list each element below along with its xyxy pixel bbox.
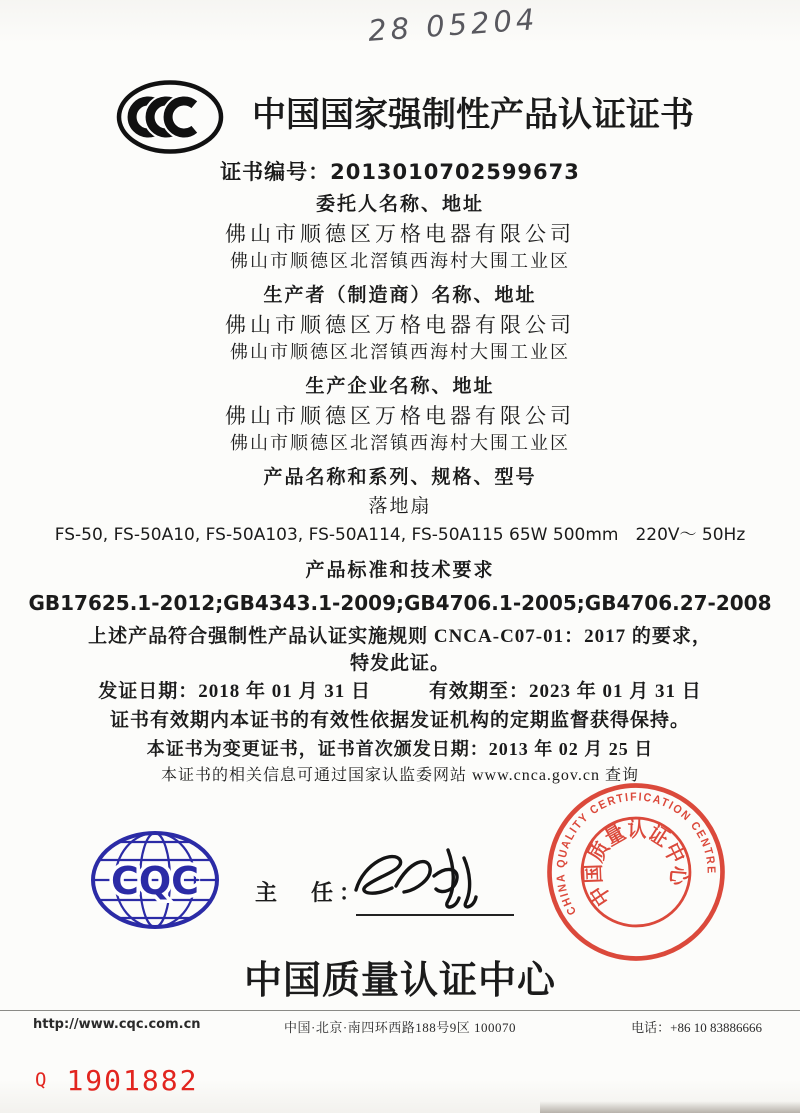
- cqc-logo-text: CQC: [110, 859, 200, 903]
- ccc-mark-icon: [114, 78, 226, 156]
- valid-until-date: 有效期至：2023 年 01 月 31 日: [429, 681, 702, 702]
- director-label: 主 任：: [255, 880, 368, 905]
- issue-date: 发证日期：2018 年 01 月 31 日: [98, 681, 371, 702]
- factory-name: 佛山市顺德区万格电器有限公司: [225, 404, 575, 428]
- compliance-statement-line1: 上述产品符合强制性产品认证实施规则 CNCA-C07-01：2017 的要求，: [88, 626, 712, 647]
- factory-heading: 生产企业名称、地址: [305, 376, 495, 397]
- product-name: 落地扇: [368, 496, 432, 517]
- director-signature: [348, 844, 523, 914]
- product-models: FS-50, FS-50A10, FS-50A103, FS-50A114, FS-50A115 65W 500mm 220V～ 50Hz: [54, 525, 746, 545]
- compliance-statement-line2: 特发此证。: [349, 653, 450, 674]
- issuer-name: 中国质量认证中心: [243, 960, 556, 1002]
- signature-underline: [356, 914, 514, 916]
- factory-address: 佛山市顺德区北滘镇西海村大围工业区: [230, 433, 570, 453]
- standards-list: GB17625.1-2012;GB4343.1-2009;GB4706.1-2005;GB4706.27-2008: [28, 591, 772, 615]
- certificate-number: 证书编号：2013010702599673: [220, 160, 580, 184]
- manufacturer-heading: 生产者（制造商）名称、地址: [263, 285, 537, 306]
- svg-text:CHINA QUALITY CERTIFICATION CE: [543, 779, 722, 918]
- manufacturer-address: 佛山市顺德区北滘镇西海村大围工业区: [230, 342, 570, 362]
- product-heading: 产品名称和系列、规格、型号: [263, 467, 537, 488]
- cqc-globe-icon: [89, 829, 221, 931]
- applicant-name: 佛山市顺德区万格电器有限公司: [225, 222, 575, 246]
- stamp-outer-text: CHINA QUALITY CERTIFICATION CENTRE: [554, 790, 718, 918]
- validity-note: 证书有效期内本证书的有效性依据发证机构的定期监督获得保持。: [109, 710, 690, 731]
- footer-address: 中国·北京·南四环西路188号9区 100070: [284, 1020, 516, 1035]
- standards-heading: 产品标准和技术要求: [305, 560, 495, 581]
- certificate-title: 中国国家强制性产品认证证书: [252, 96, 694, 134]
- footer-website: http://www.cqc.com.cn: [33, 1017, 201, 1032]
- dates-row: [0, 681, 800, 703]
- cqc-red-stamp: [543, 779, 729, 965]
- footer-divider: [0, 1010, 800, 1011]
- change-note: 本证书为变更证书，证书首次颁发日期：2013 年 02 月 25 日: [146, 739, 654, 759]
- serial-number: [35, 1064, 198, 1097]
- manufacturer-name: 佛山市顺德区万格电器有限公司: [225, 313, 575, 337]
- footer-phone: 电话：+86 10 83886666: [631, 1020, 762, 1035]
- stamp-inner-text: 中国质量认证中心: [580, 816, 692, 911]
- serial-prefix: Q: [35, 1069, 47, 1091]
- scan-corner-shadow: [540, 1099, 800, 1113]
- info-note: 本证书的相关信息可通过国家认监委网站 www.cnca.gov.cn 查询: [161, 767, 639, 784]
- serial-digits: 1901882: [66, 1064, 199, 1097]
- handwritten-note: 28 05204: [367, 2, 540, 48]
- applicant-address: 佛山市顺德区北滘镇西海村大围工业区: [230, 251, 570, 271]
- applicant-heading: 委托人名称、地址: [315, 194, 484, 215]
